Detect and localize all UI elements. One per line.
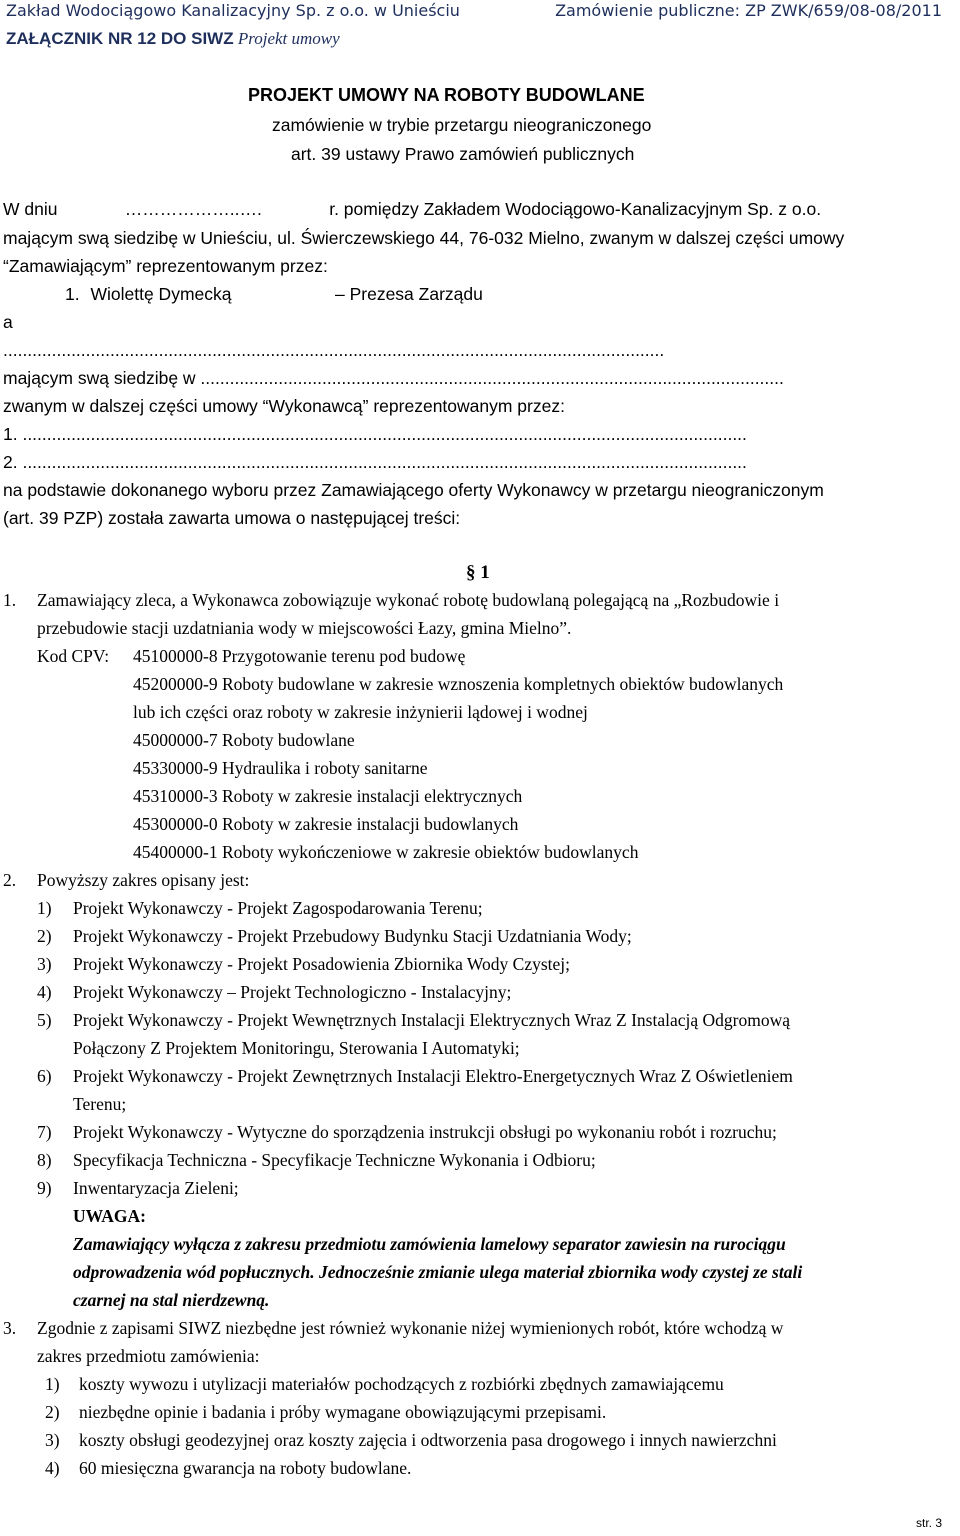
contractor-name-blank: ........................................................................................................................................ bbox=[3, 340, 665, 360]
contractor-seat-blank: mającym swą siedzibę w ........................................................................................................................ bbox=[3, 368, 784, 388]
scope-item-4: Projekt Wykonawczy – Projekt Technologiczno - Instalacyjny; bbox=[73, 982, 512, 1002]
header-organization: Zakład Wodociągowo Kanalizacyjny Sp. z o.o. w Unieściu bbox=[6, 1, 460, 20]
header-attachment-label: ZAŁĄCZNIK NR 12 DO SIWZ bbox=[6, 29, 234, 48]
clause-3-number: 3. bbox=[3, 1318, 17, 1338]
intro-line-basis: na podstawie dokonanego wyboru przez Zamawiającego oferty Wykonawcy w przetargu nieograniczonym bbox=[3, 480, 824, 500]
clause-2-number: 2. bbox=[3, 870, 17, 890]
clause-1-line-1: Zamawiający zleca, a Wykonawca zobowiązuje wykonać robotę budowlaną polegającą na „Rozbudowie i bbox=[37, 590, 780, 610]
document-subtitle-mode: zamówienie w trybie przetargu nieograniczonego bbox=[272, 115, 652, 135]
section-paragraph-sign: § 1 bbox=[466, 562, 490, 583]
header-tender-number: Zamówienie publiczne: ZP ZWK/659/08-08/2011 bbox=[555, 1, 942, 20]
clause-1-number: 1. bbox=[3, 590, 17, 610]
scope-item-number: 4) bbox=[37, 982, 52, 1002]
intro-date-blank: ………………..…. bbox=[124, 199, 262, 219]
cpv-code-1: 45100000-8 Przygotowanie terenu pod budowę bbox=[133, 646, 466, 666]
scope-item-number: 7) bbox=[37, 1122, 52, 1142]
note-line-3: czarnej na stal nierdzewną. bbox=[73, 1290, 270, 1310]
works-item-4: 60 miesięczna gwarancja na roboty budowlane. bbox=[79, 1458, 412, 1478]
clause-3-line-2: zakres przedmiotu zamówienia: bbox=[37, 1346, 260, 1366]
scope-item-7: Projekt Wykonawczy - Wytyczne do sporządzenia instrukcji obsługi po wykonaniu robót i rozruchu; bbox=[73, 1122, 777, 1142]
document-title: PROJEKT UMOWY NA ROBOTY BUDOWLANE bbox=[248, 85, 645, 105]
scope-item-number: 8) bbox=[37, 1150, 52, 1170]
scope-item-5-cont: Połączony Z Projektem Monitoringu, Sterowania I Automatyki; bbox=[73, 1038, 520, 1058]
note-line-1: Zamawiający wyłącza z zakresu przedmiotu zamówienia lamelowy separator zawiesin na rurociągu bbox=[73, 1234, 786, 1254]
cpv-code-3: 45000000-7 Roboty budowlane bbox=[133, 730, 355, 750]
cpv-code-5: 45310000-3 Roboty w zakresie instalacji elektrycznych bbox=[133, 786, 523, 806]
intro-connector-a: a bbox=[3, 312, 13, 332]
scope-item-number: 5) bbox=[37, 1010, 52, 1030]
works-item-1: koszty wywozu i utylizacji materiałów pochodzących z rozbiórki zbędnych zamawiającemu bbox=[79, 1374, 724, 1394]
intro-line-employer: “Zamawiającym” reprezentowanym przez: bbox=[3, 256, 328, 276]
cpv-code-4: 45330000-9 Hydraulika i roboty sanitarne bbox=[133, 758, 428, 778]
works-item-2: niezbędne opinie i badania i próby wymagane obowiązującymi przepisami. bbox=[79, 1402, 607, 1422]
intro-line-seat: mającym swą siedzibę w Unieściu, ul. Świerczewskiego 44, 76-032 Mielno, zwanym w dalszej części umowy bbox=[3, 228, 845, 248]
cpv-code-7: 45400000-1 Roboty wykończeniowe w zakresie obiektów budowlanych bbox=[133, 842, 639, 862]
intro-date-suffix: r. pomiędzy Zakładem Wodociągowo-Kanalizacyjnym Sp. z o.o. bbox=[329, 199, 822, 219]
cpv-code-2: 45200000-9 Roboty budowlane w zakresie wznoszenia kompletnych obiektów budowlanych bbox=[133, 674, 784, 694]
scope-item-5: Projekt Wykonawczy - Projekt Wewnętrznych Instalacji Elektrycznych Wraz Z Instalacją Odgromową bbox=[73, 1010, 790, 1030]
cpv-code-6: 45300000-0 Roboty w zakresie instalacji budowlanych bbox=[133, 814, 519, 834]
intro-line-basis-2: (art. 39 PZP) została zawarta umowa o następującej treści: bbox=[3, 508, 461, 528]
scope-item-8: Specyfikacja Techniczna - Specyfikacje Techniczne Wykonania i Odbioru; bbox=[73, 1150, 596, 1170]
scope-item-9: Inwentaryzacja Zieleni; bbox=[73, 1178, 239, 1198]
works-item-number: 2) bbox=[45, 1402, 60, 1422]
works-item-3: koszty obsługi geodezyjnej oraz koszty zajęcia i odtworzenia pasa drogowego i innych nawierzchni bbox=[79, 1430, 777, 1450]
works-item-number: 4) bbox=[45, 1458, 60, 1478]
note-line-2: odprowadzenia wód popłucznych. Jednocześnie zmianie ulega materiał zbiornika wody czystej ze stali bbox=[73, 1262, 803, 1282]
clause-1-line-2: przebudowie stacji uzdatniania wody w miejscowości Łazy, gmina Mielno”. bbox=[37, 618, 572, 638]
scope-item-number: 9) bbox=[37, 1178, 52, 1198]
scope-item-number: 2) bbox=[37, 926, 52, 946]
scope-item-6: Projekt Wykonawczy - Projekt Zewnętrznych Instalacji Elektro-Energetycznych Wraz Z Oświetleniem bbox=[73, 1066, 793, 1086]
scope-item-3: Projekt Wykonawczy - Projekt Posadowienia Zbiornika Wody Czystej; bbox=[73, 954, 571, 974]
works-item-number: 1) bbox=[45, 1374, 60, 1394]
cpv-label: Kod CPV: bbox=[37, 646, 110, 666]
document-subtitle-law: art. 39 ustawy Prawo zamówień publicznych bbox=[291, 144, 635, 164]
intro-date-prefix: W dniu bbox=[3, 199, 58, 219]
works-item-number: 3) bbox=[45, 1430, 60, 1450]
clause-2-text: Powyższy zakres opisany jest: bbox=[37, 870, 250, 890]
representative-employer bbox=[65, 284, 483, 305]
scope-item-2: Projekt Wykonawczy - Projekt Przebudowy Budynku Stacji Uzdatniania Wody; bbox=[73, 926, 632, 946]
page-number: str. 3 bbox=[915, 1516, 942, 1530]
scope-item-6-cont: Terenu; bbox=[73, 1094, 127, 1114]
page-header bbox=[0, 0, 960, 52]
header-attachment bbox=[6, 29, 340, 49]
scope-item-number: 3) bbox=[37, 954, 52, 974]
contractor-representative-2: 2. ..................................................................................................................................................... bbox=[3, 452, 747, 472]
contractor-representative-1: 1. ..................................................................................................................................................... bbox=[3, 424, 747, 444]
scope-item-1: Projekt Wykonawczy - Projekt Zagospodarowania Terenu; bbox=[73, 898, 483, 918]
representative-name: Wiolettę Dymecką bbox=[90, 284, 232, 304]
scope-item-number: 1) bbox=[37, 898, 52, 918]
cpv-code-2-cont: lub ich części oraz roboty w zakresie inżynierii lądowej i wodnej bbox=[133, 702, 588, 722]
note-label: UWAGA: bbox=[73, 1206, 146, 1226]
header-attachment-note: Projekt umowy bbox=[237, 29, 340, 48]
intro-line-date bbox=[3, 199, 821, 220]
representative-role: – Prezesa Zarządu bbox=[335, 284, 483, 304]
representative-number: 1. bbox=[65, 284, 80, 304]
clause-3-line-1: Zgodnie z zapisami SIWZ niezbędne jest również wykonanie niżej wymienionych robót, które wchodzą w bbox=[37, 1318, 784, 1338]
intro-line-contractor: zwanym w dalszej części umowy “Wykonawcą” reprezentowanym przez: bbox=[3, 396, 565, 416]
scope-item-number: 6) bbox=[37, 1066, 52, 1086]
